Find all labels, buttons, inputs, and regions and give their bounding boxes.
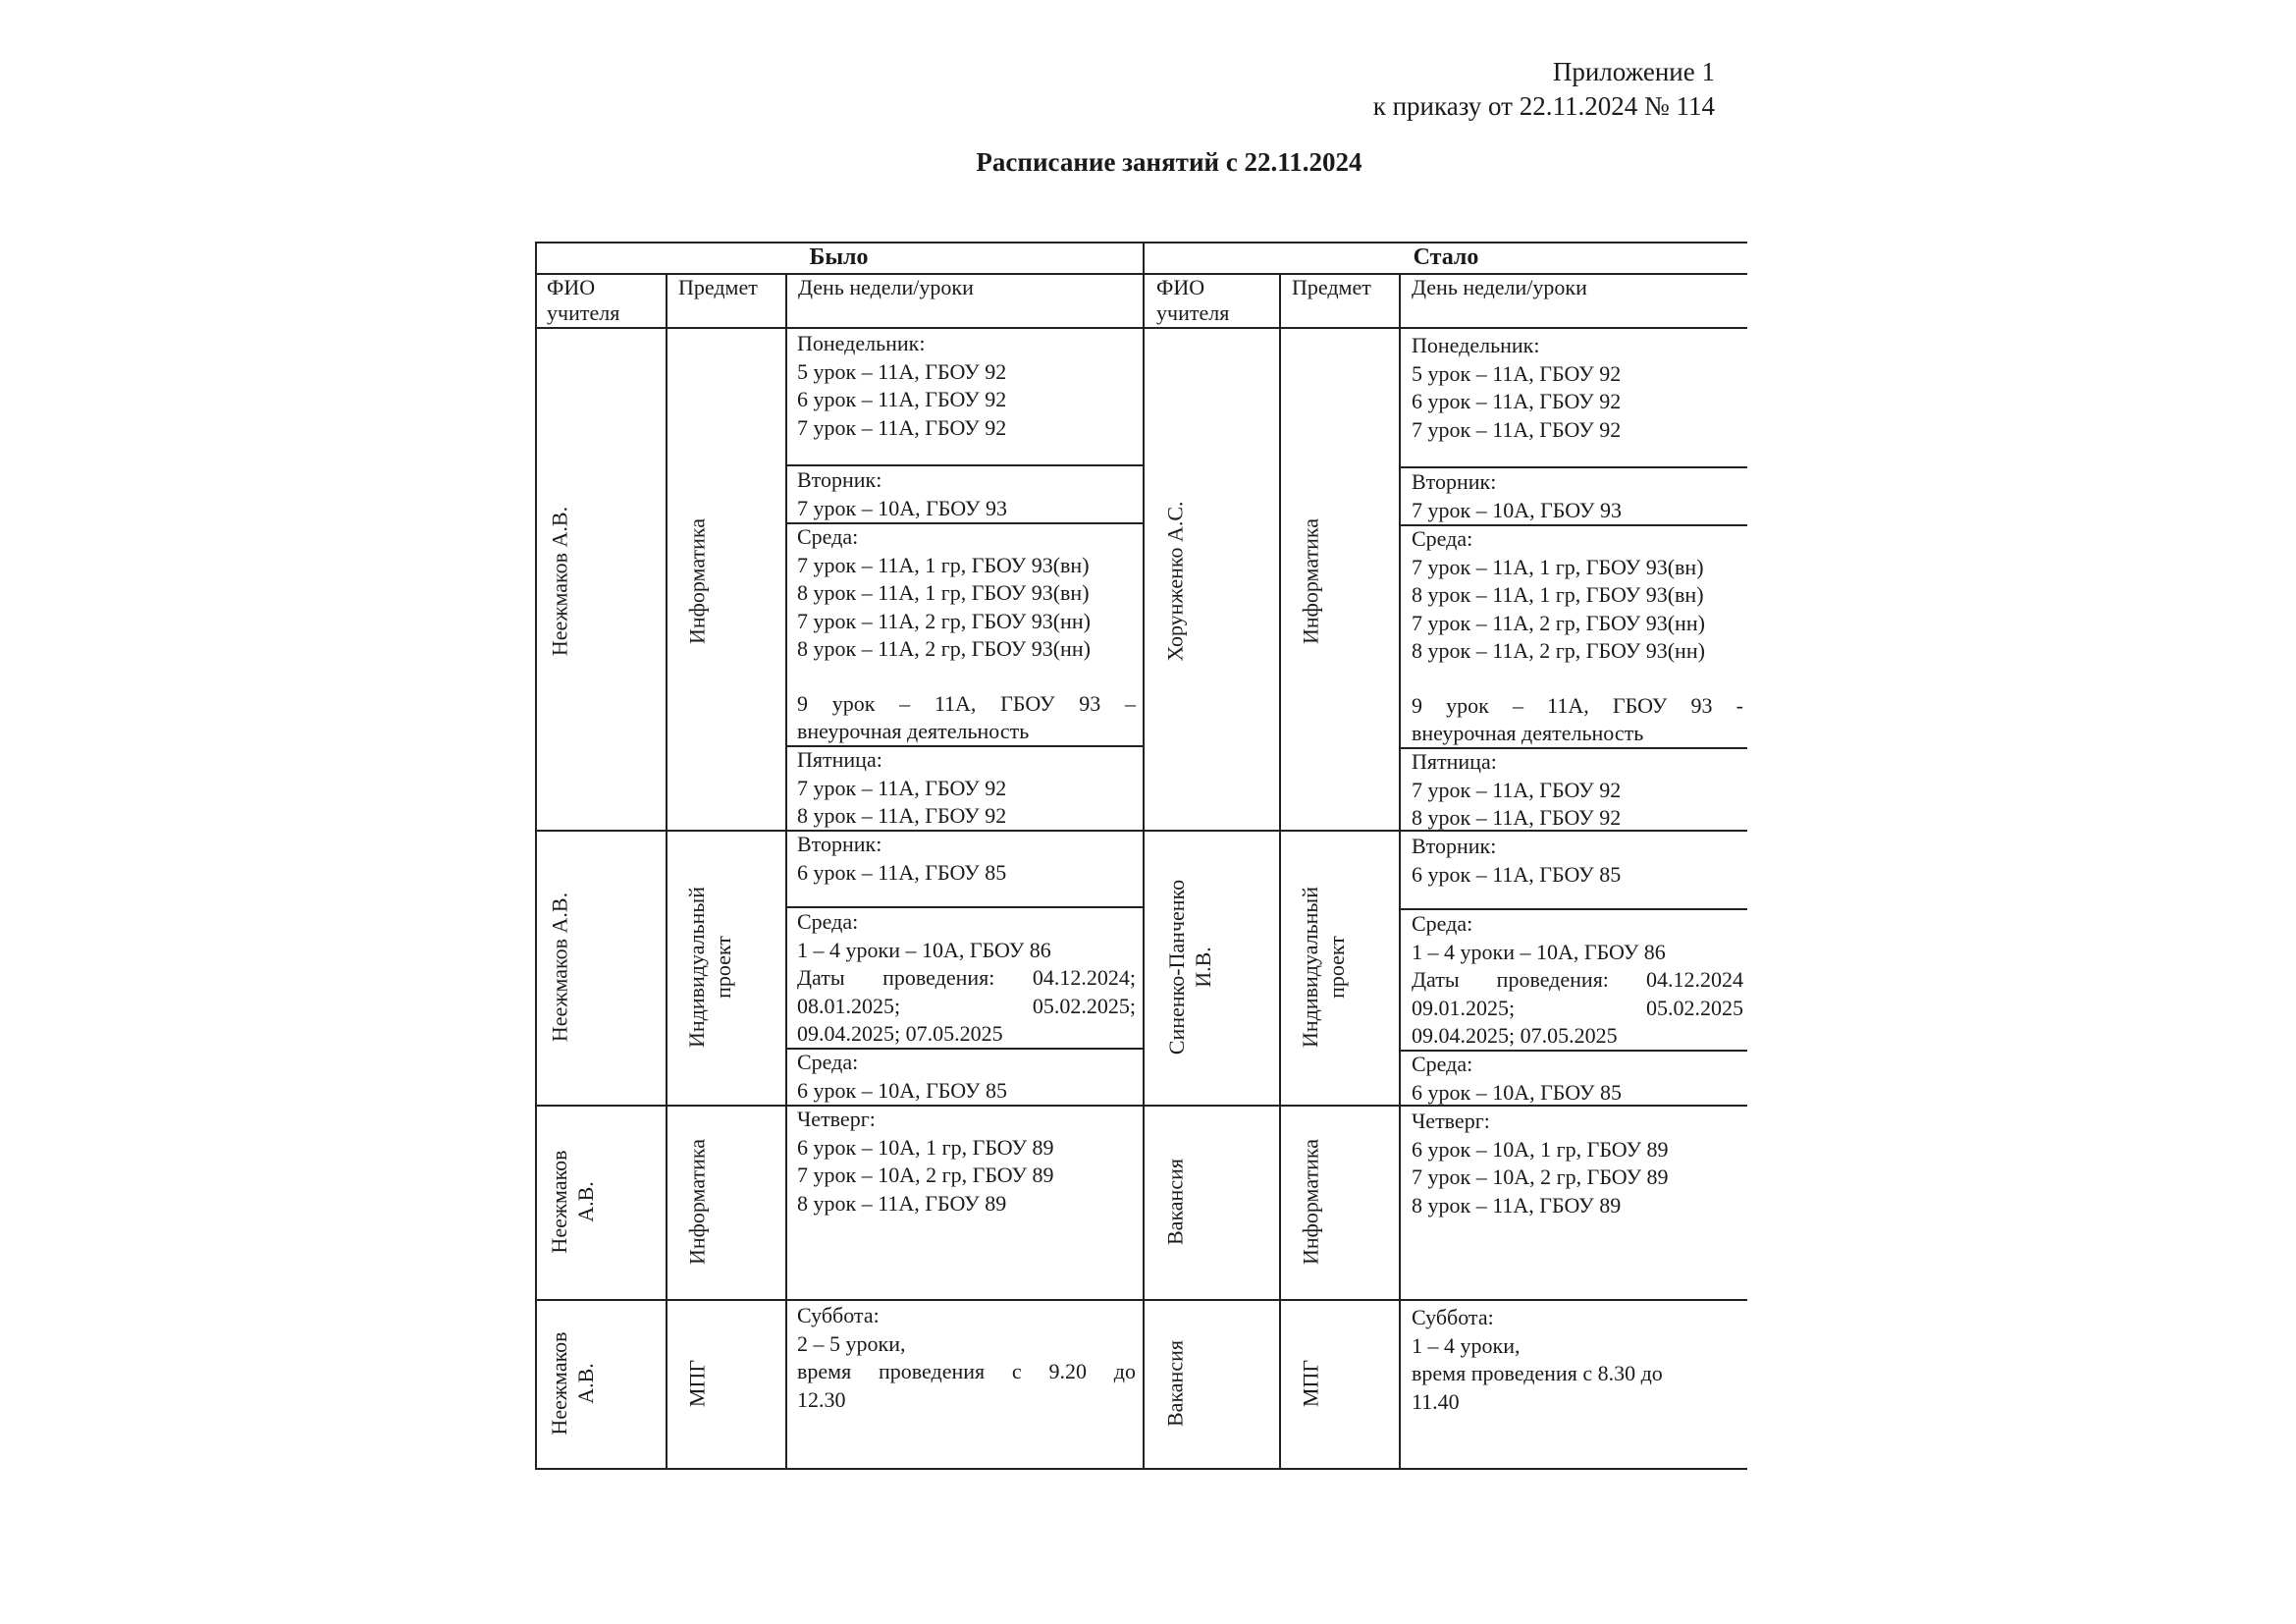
grid-line <box>1399 275 1401 1470</box>
schedule-cell-note: 9 урок – 11А, ГБОУ 93 – <box>797 691 1136 716</box>
schedule-cell-line: Даты проведения: 04.12.2024; 08.01.2025; 05.02.2025; <box>797 965 1136 1018</box>
subject-name: Информатика <box>1298 1138 1323 1266</box>
schedule-cell-line: время проведения с 9.20 до <box>797 1359 1136 1383</box>
teacher-name-line: Неежмаков <box>547 1331 571 1435</box>
subject-name <box>683 887 736 1048</box>
schedule-cell: Среда: 6 урок – 10А, ГБОУ 85 <box>1412 1052 1623 1105</box>
grid-line <box>535 1299 1747 1301</box>
schedule-cell: Понедельник: 5 урок – 11А, ГБОУ 92 6 урок – 11А, ГБОУ 92 7 урок – 11А, ГБОУ 92 <box>797 331 1007 440</box>
subject-name: Информатика <box>1298 517 1323 645</box>
group-header-after: Стало <box>1413 244 1479 270</box>
subject-name <box>1297 887 1350 1048</box>
col-header-teacher <box>547 275 619 326</box>
schedule-cell: Четверг: 6 урок – 10А, 1 гр, ГБОУ 89 7 урок – 10А, 2 гр, ГБОУ 89 8 урок – 11А, ГБОУ 89 <box>1412 1109 1669 1218</box>
teacher-name <box>546 1150 599 1253</box>
schedule-cell <box>797 1302 1136 1414</box>
col-header-teacher <box>1156 275 1229 326</box>
schedule-cell-line: 09.04.2025; 07.05.2025 <box>797 1021 1003 1046</box>
schedule-cell: Среда: 7 урок – 11А, 1 гр, ГБОУ 93(вн) 8 урок – 11А, 1 гр, ГБОУ 93(вн) 7 урок – 11А, 2 гр, ГБОУ 93(нн) 8 урок – 11А, 2 гр, ГБОУ 93(нн) <box>797 524 1091 661</box>
annex-order-ref: к приказу от 22.11.2024 № 114 <box>1372 91 1715 121</box>
grid-line <box>666 275 667 1470</box>
schedule-cell-line: 12.30 <box>797 1386 846 1412</box>
schedule-cell <box>1412 910 1743 1051</box>
col-header-teacher-line: ФИО <box>547 275 596 299</box>
annex-number: Приложение 1 <box>1552 57 1715 86</box>
subject-name: Информатика <box>684 1138 710 1266</box>
teacher-name: Вакансия <box>1162 1159 1188 1245</box>
col-header-subject: Предмет <box>1292 275 1371 299</box>
schedule-cell-line: 2 – 5 уроки, <box>797 1330 906 1356</box>
teacher-name: Неежмаков А.В. <box>547 506 572 657</box>
subject-name: Информатика <box>684 517 710 645</box>
page-title: Расписание занятий с 22.11.2024 <box>976 147 1362 177</box>
grid-line <box>535 242 537 1470</box>
schedule-cell: Четверг: 6 урок – 10А, 1 гр, ГБОУ 89 7 урок – 10А, 2 гр, ГБОУ 89 8 урок – 11А, ГБОУ 89 <box>797 1107 1054 1216</box>
subject-name-line: Индивидуальный <box>1298 887 1322 1048</box>
schedule-cell-line: 09.04.2025; 07.05.2025 <box>1412 1023 1618 1048</box>
schedule-cell: Пятница: 7 урок – 11А, ГБОУ 92 8 урок – 11А, ГБОУ 92 <box>797 747 1007 828</box>
schedule-cell: Вторник: 6 урок – 11А, ГБОУ 85 <box>1412 834 1622 887</box>
schedule-table <box>535 242 1747 1470</box>
schedule-cell: Понедельник: 5 урок – 11А, ГБОУ 92 6 урок – 11А, ГБОУ 92 7 урок – 11А, ГБОУ 92 <box>1412 333 1622 442</box>
teacher-name: Неежмаков А.В. <box>547 892 572 1043</box>
schedule-cell: Вторник: 7 урок – 10А, ГБОУ 93 <box>797 467 1008 520</box>
col-header-teacher-line: ФИО <box>1156 275 1205 299</box>
schedule-cell: Среда: 6 урок – 10А, ГБОУ 85 <box>797 1050 1008 1103</box>
annex-note <box>1373 55 1715 124</box>
schedule-cell: Среда: 7 урок – 11А, 1 гр, ГБОУ 93(вн) 8 урок – 11А, 1 гр, ГБОУ 93(вн) 7 урок – 11А, 2 гр, ГБОУ 93(нн) 8 урок – 11А, 2 гр, ГБОУ 93(нн) <box>1412 526 1705 663</box>
col-header-teacher-line: учителя <box>1156 300 1230 325</box>
teacher-name-line: А.В. <box>573 1363 598 1404</box>
schedule-cell: Вторник: 6 урок – 11А, ГБОУ 85 <box>797 832 1007 885</box>
subject-name: МПГ <box>684 1359 710 1408</box>
schedule-cell-line: Среда: <box>797 909 859 934</box>
grid-line <box>785 275 787 1470</box>
teacher-name: Вакансия <box>1162 1340 1188 1427</box>
grid-line <box>535 1468 1747 1470</box>
schedule-cell-note: внеурочная деятельность <box>1412 721 1644 745</box>
subject-name: МПГ <box>1298 1359 1323 1408</box>
teacher-name-line: И.В. <box>1191 947 1215 988</box>
teacher-name-line: Неежмаков <box>547 1150 571 1254</box>
group-header-before: Было <box>809 244 869 270</box>
grid-line <box>535 327 1747 329</box>
schedule-cell: Вторник: 7 урок – 10А, ГБОУ 93 <box>1412 469 1623 522</box>
schedule-cell-note: 9 урок – 11А, ГБОУ 93 - <box>1412 693 1743 718</box>
teacher-name <box>546 1331 599 1435</box>
teacher-name-line: Синенко-Панченко <box>1164 879 1189 1056</box>
teacher-name-line: А.В. <box>573 1181 598 1222</box>
subject-name-line: Индивидуальный <box>684 887 709 1048</box>
schedule-cell-line: Среда: <box>1412 911 1473 936</box>
col-header-subject: Предмет <box>678 275 758 299</box>
grid-line <box>1143 242 1145 1470</box>
schedule-cell-line: Суббота: <box>797 1303 880 1327</box>
schedule-cell: Пятница: 7 урок – 11А, ГБОУ 92 8 урок – 11А, ГБОУ 92 <box>1412 749 1622 830</box>
schedule-cell-line: 1 – 4 уроки – 10А, ГБОУ 86 <box>1412 939 1666 964</box>
teacher-name: Хорунженко А.С. <box>1162 501 1188 662</box>
subject-name-line: проект <box>711 936 735 999</box>
grid-line <box>1279 275 1281 1470</box>
subject-name-line: проект <box>1324 936 1349 999</box>
schedule-cell <box>797 908 1136 1049</box>
schedule-cell-note: внеурочная деятельность <box>797 719 1030 743</box>
teacher-name <box>1163 880 1216 1055</box>
schedule-cell-line: Даты проведения: 04.12.2024 09.01.2025; 05.02.2025 <box>1412 967 1743 1020</box>
col-header-days: День недели/уроки <box>1412 275 1587 299</box>
col-header-days: День недели/уроки <box>798 275 974 299</box>
schedule-cell: Суббота: 1 – 4 уроки, время проведения с 8.30 до 11.40 <box>1412 1305 1663 1414</box>
col-header-teacher-line: учителя <box>547 300 620 325</box>
schedule-cell-line: 1 – 4 уроки – 10А, ГБОУ 86 <box>797 937 1051 962</box>
